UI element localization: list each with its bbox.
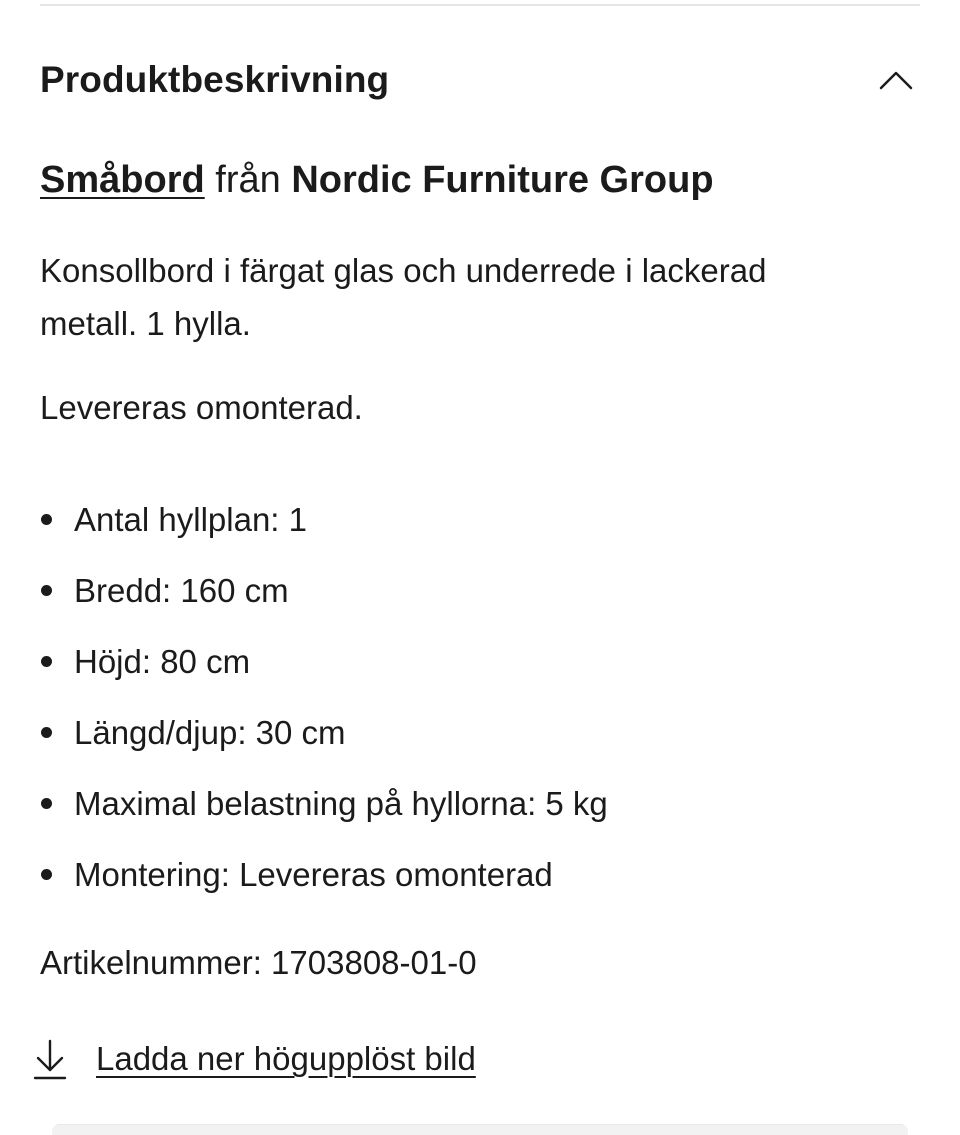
brand-line bbox=[40, 154, 714, 206]
spec-text: Bredd: 160 cm bbox=[74, 572, 289, 609]
spec-item bbox=[40, 697, 608, 768]
bullet-icon bbox=[41, 656, 52, 667]
spec-text: Montering: Levereras omonterad bbox=[74, 856, 553, 893]
section-title: Produktbeskrivning bbox=[40, 59, 390, 100]
from-text: från bbox=[215, 159, 281, 201]
bullet-icon bbox=[41, 798, 52, 809]
bullet-icon bbox=[41, 585, 52, 596]
product-description-header[interactable] bbox=[40, 48, 920, 112]
bullet-icon bbox=[41, 514, 52, 525]
brand-name: Nordic Furniture Group bbox=[291, 159, 714, 201]
download-icon bbox=[32, 1037, 68, 1081]
spec-item bbox=[40, 768, 608, 839]
spec-item bbox=[40, 626, 608, 697]
download-image-link[interactable] bbox=[32, 1032, 476, 1085]
chevron-up-icon[interactable] bbox=[876, 60, 916, 100]
bullet-icon bbox=[41, 727, 52, 738]
spec-text: Höjd: 80 cm bbox=[74, 643, 251, 680]
description-paragraph: Konsollbord i färgat glas och underrede i lackerad metall. 1 hylla. bbox=[40, 252, 767, 342]
spec-item bbox=[40, 484, 608, 555]
bullet-icon bbox=[41, 869, 52, 880]
spec-item bbox=[40, 555, 608, 626]
spec-item bbox=[40, 839, 608, 910]
delivery-note: Levereras omonterad. bbox=[40, 389, 363, 426]
top-divider bbox=[40, 4, 920, 6]
spec-list bbox=[40, 484, 608, 910]
category-link[interactable]: Småbord bbox=[40, 159, 205, 201]
article-number: Artikelnummer: 1703808-01-0 bbox=[40, 944, 477, 981]
spec-text: Antal hyllplan: 1 bbox=[74, 501, 307, 538]
spec-text: Maximal belastning på hyllorna: 5 kg bbox=[74, 785, 608, 822]
download-label: Ladda ner högupplöst bild bbox=[96, 1040, 476, 1077]
spec-text: Längd/djup: 30 cm bbox=[74, 714, 346, 751]
